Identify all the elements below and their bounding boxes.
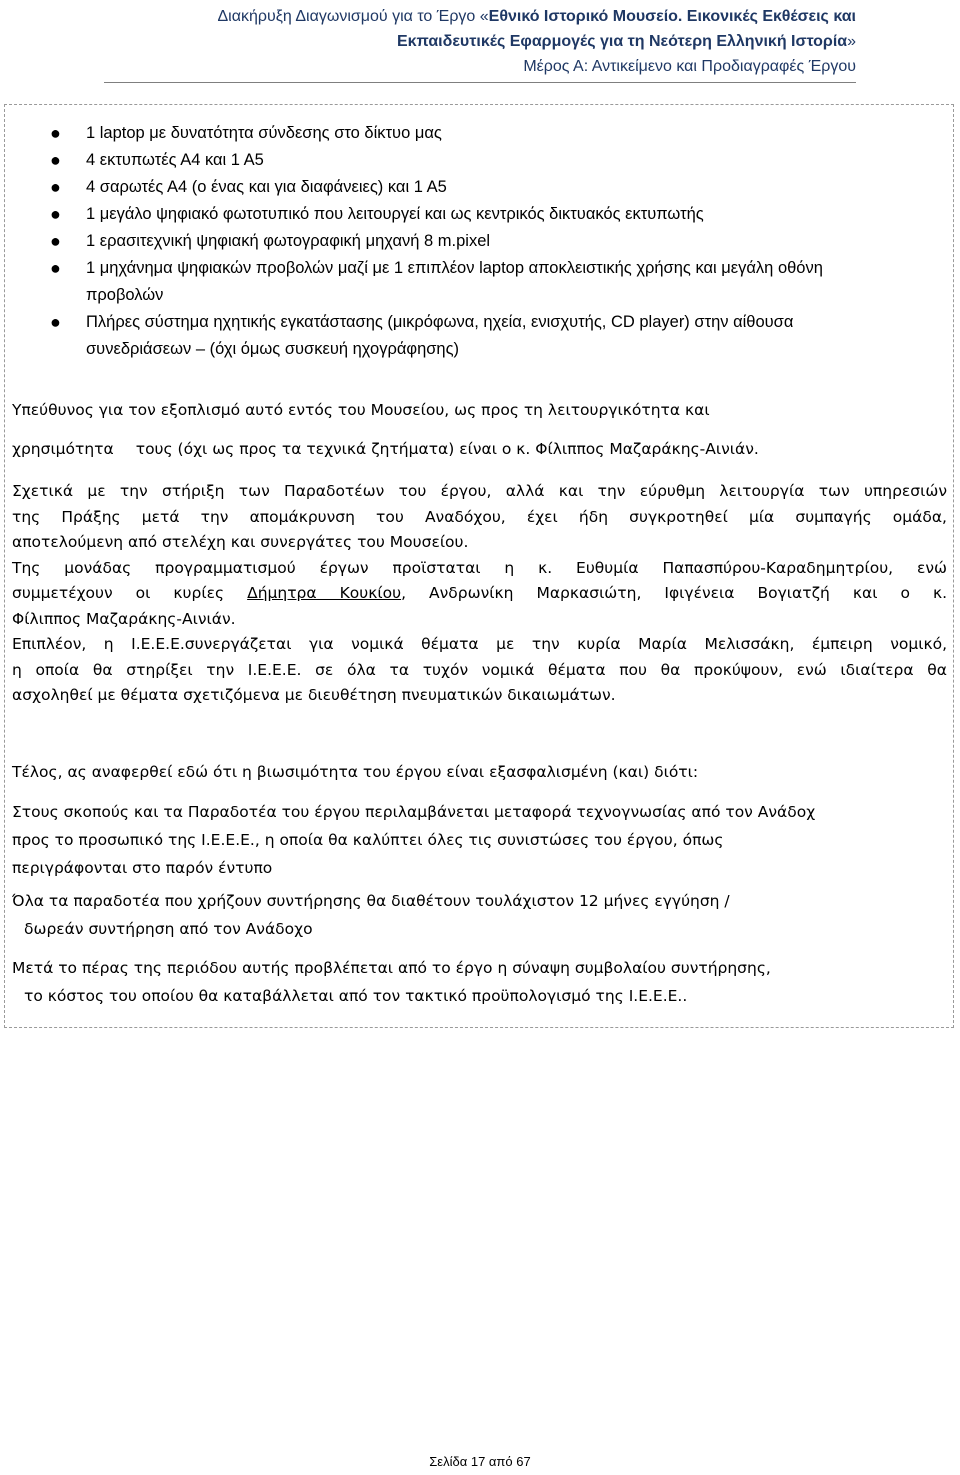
- responsible-paragraph: [12, 397, 947, 463]
- header-line-3: Μέρος Α: Αντικείμενο και Προδιαγραφές Έργου: [523, 58, 856, 75]
- point-line: προς το προσωπικό της Ι.Ε.Ε.Ε., η οποία θα καλύπτει όλες τις συνιστώσες του έργου, όπως: [12, 831, 724, 849]
- list-item: ● 4 σαρωτές Α4 (ο ένας και για διαφάνειες) και 1 Α5: [0, 174, 900, 201]
- bullet-icon: ●: [50, 312, 61, 332]
- support-line: Σχετικά με την στήριξη των Παραδοτέων του έργου, αλλά και την εύρυθμη λειτουργία των υπηρεσιών: [12, 482, 947, 500]
- list-item: ● Πλήρες σύστημα ηχητικής εγκατάστασης (μικρόφωνα, ηχεία, ενισχυτής, CD player) στην αίθουσα συνεδριάσεων – (όχι όμως συσκευή ηχογράφησης): [0, 309, 900, 363]
- responsible-line-2: χρησιμότητα τους (όχι ως προς τα τεχνικά ζητήματα) είναι ο κ. Φίλιππος Μαζαράκης-Αινιάν.: [12, 440, 759, 458]
- bullet-icon: ●: [50, 150, 61, 170]
- page-number: Σελίδα 17 από 67: [429, 1454, 531, 1469]
- responsible-line-1: Υπεύθυνος για τον εξοπλισμό αυτό εντός του Μουσείου, ως προς τη λειτουργικότητα και: [12, 401, 710, 419]
- bullet-icon: ●: [50, 258, 61, 278]
- bullet-icon: ●: [50, 204, 61, 224]
- list-item: ● 1 ερασιτεχνική ψηφιακή φωτογραφική μηχανή 8 m.pixel: [0, 228, 900, 255]
- point-line: δωρεάν συντήρηση από τον Ανάδοχο: [24, 920, 313, 938]
- sustainability-point-2: [12, 887, 947, 943]
- bullet-icon: ●: [50, 123, 61, 143]
- list-item: ● 1 μεγάλο ψηφιακό φωτοτυπικό που λειτουργεί και ως κεντρικός δικτυακός εκτυπωτής: [0, 201, 900, 228]
- support-paragraph: [12, 479, 947, 709]
- point-line: περιγράφονται στο παρόν έντυπο: [12, 859, 273, 877]
- support-line: Επιπλέον, η Ι.Ε.Ε.Ε.συνεργάζεται για νομικά θέματα με την κυρία Μαρία Μελισσάκη, έμπειρη νομικό,: [12, 635, 947, 653]
- list-item: ● 1 μηχάνημα ψηφιακών προβολών μαζί με 1 επιπλέον laptop αποκλειστικής χρήσης και μεγάλη οθόνη προβολών: [0, 255, 900, 309]
- support-line: ασχοληθεί με θέματα σχετιζόμενα με διευθέτηση πνευματικών δικαιωμάτων.: [12, 686, 616, 704]
- equipment-list: [0, 120, 900, 363]
- point-line: το κόστος του οποίου θα καταβάλλεται από τον τακτικό προϋπολογισμό της Ι.Ε.Ε.Ε..: [24, 987, 688, 1005]
- support-line: η οποία θα στηρίξει την Ι.Ε.Ε.Ε. σε όλα τα τυχόν νομικά θέματα που θα προκύψουν, ενώ ιδιαίτερα θα: [12, 660, 947, 679]
- header-line-1: Διακήρυξη Διαγωνισμού για το Έργο «Εθνικό Ιστορικό Μουσείο. Εικονικές Εκθέσεις και: [217, 8, 856, 25]
- support-line: της Πράξης μετά την απομάκρυνση του Αναδόχου, έχει ήδη συγκροτηθεί μία συμπαγής ομάδα,: [12, 507, 947, 526]
- list-item: ● 4 εκτυπωτές Α4 και 1 Α5: [0, 147, 900, 174]
- support-line: Φίλιππος Μαζαράκης-Αινιάν.: [12, 609, 236, 628]
- point-line: Όλα τα παραδοτέα που χρήζουν συντήρησης θα διαθέτουν τουλάχιστον 12 μήνες εγγύηση /: [12, 892, 730, 910]
- support-line: Της μονάδας προγραμματισμού έργων προϊσταται η κ. Ευθυμία Παπασπύρου-Καραδημητρίου, ενώ: [12, 558, 947, 577]
- support-line: συμμετέχουν οι κυρίες Δήμητρα Κουκίου, Ανδρωνίκη Μαρκασιώτη, Ιφιγένεια Βογιατζή και ο κ.: [12, 584, 948, 602]
- header-line-2: Εκπαιδευτικές Εφαρμογές για τη Νεότερη Ελληνική Ιστορία»: [396, 33, 856, 50]
- point-line: Στους σκοπούς και τα Παραδοτέα του έργου περιλαμβάνεται μεταφορά τεχνογνωσίας από τον Ανάδοχ: [12, 803, 816, 821]
- bullet-icon: ●: [50, 177, 61, 197]
- list-item: ● 1 laptop με δυνατότητα σύνδεσης στο δίκτυο μας: [0, 120, 900, 147]
- sustainability-point-3: [12, 954, 947, 1010]
- sustainability-intro: Τέλος, ας αναφερθεί εδώ ότι η βιωσιμότητα του έργου είναι εξασφαλισμένη (και) διότι:: [12, 763, 699, 781]
- support-line: αποτελούμενη από στελέχη και συνεργάτες του Μουσείου.: [12, 533, 469, 551]
- sustainability-point-1: [12, 798, 947, 882]
- page-header: [217, 4, 856, 79]
- bullet-icon: ●: [50, 231, 61, 251]
- point-line: Μετά το πέρας της περιόδου αυτής προβλέπεται από το έργο η σύναψη συμβολαίου συντήρησης,: [12, 959, 771, 977]
- header-divider: [104, 82, 856, 83]
